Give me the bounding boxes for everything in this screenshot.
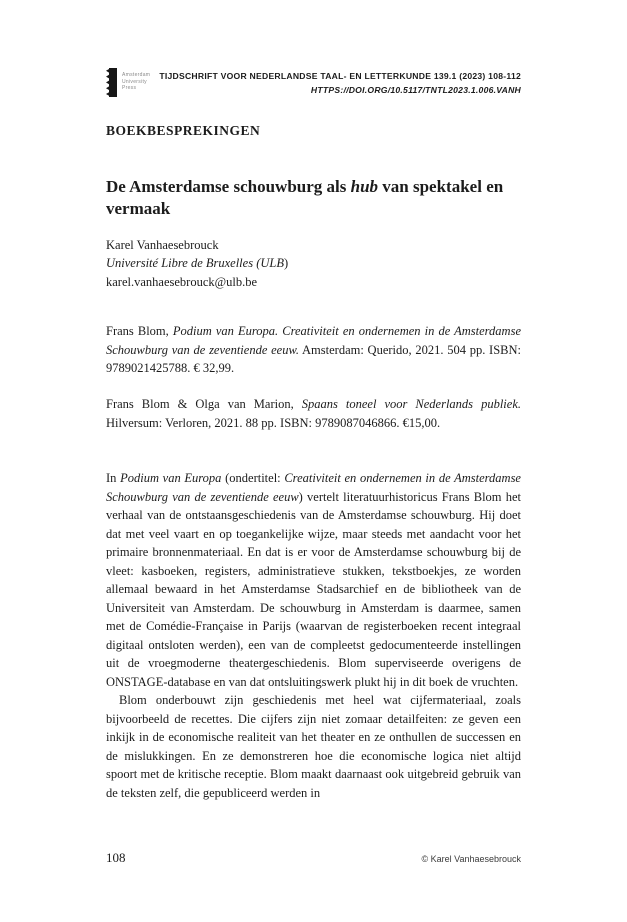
review-body — [106, 469, 521, 802]
copyright-notice: © Karel Vanhaesebrouck — [421, 854, 521, 864]
logo-word: Amsterdam — [122, 72, 151, 78]
body-paragraph: Blom onderbouwt zijn geschiedenis met heel wat cijfermateriaal, zoals bijvoorbeeld de recettes. Die cijfers zijn niet zomaar detailfeiten: ze geven een inkijk in de economische realiteit van het theater en ze onthullen de successen en de mislukkingen. En ze demonstreren hoe die economische logica niet altijd spoort met de kritische receptie. Blom maakt daarnaast ook uitgebreid gebruik van de teksten zelf, die gepubliceerd werden in — [106, 693, 521, 800]
reviewed-book-citation: Frans Blom, Podium van Europa. Creativiteit en ondernemen in de Amsterdamse Schouwburg van de zeventiende eeuw. Amsterdam: Querido, 2021. 504 pp. ISBN: 9789021425788. € 32,99. — [106, 324, 521, 376]
author-name: Karel Vanhaesebrouck — [106, 238, 219, 252]
section-heading: BOEKBESPREKINGEN — [106, 123, 261, 138]
author-email[interactable]: karel.vanhaesebrouck@ulb.be — [106, 274, 258, 289]
page-number: 108 — [106, 850, 126, 865]
journal-citation: TIJDSCHRIFT VOOR NEDERLANDSE TAAL- EN LETTERKUNDE 139.1 (2023) 108-112 — [159, 71, 521, 81]
author-block — [106, 236, 521, 291]
author-affiliation: Université Libre de Bruxelles (ULB) — [106, 256, 289, 271]
publisher-logo-text — [122, 68, 150, 92]
logo-word: Press — [122, 85, 137, 91]
page-header — [106, 68, 521, 97]
article-title: De Amsterdamse schouwburg als hub van spektakel en vermaak — [106, 177, 504, 218]
reviewed-book-citation: Frans Blom & Olga van Marion, Spaans toneel voor Nederlands publiek. Hilversum: Verloren, 2021. 88 pp. ISBN: 9789087046866. €15,00. — [106, 397, 521, 430]
publisher-logo — [106, 68, 150, 97]
reviewed-books — [106, 322, 521, 432]
journal-header-meta — [159, 70, 521, 97]
aup-logo-icon — [106, 68, 117, 97]
logo-word: University — [122, 78, 147, 85]
body-paragraph: In Podium van Europa (ondertitel: Creativiteit en ondernemen in de Amsterdamse Schouwburg van de zeventiende eeuw) vertelt literatuurhistoricus Frans Blom het verhaal van de ontstaansgeschiedenis van de Amsterdamse schouwburg. Hij doet dat met veel vaart en op toegankelijke wijze, maar steeds met aandacht voor het primaire bronnenmateriaal. En dat is er voor de Amsterdamse schouwburg bij de vleet: kasboeken, registers, administratieve stukken, tekstboekjes, ze worden allemaal bewaard in het Amsterdamse Stadsarchief en de bibliotheek van de Universiteit van Amsterdam. De schouwburg in Amsterdam is daarmee, samen met de Comédie-Française in Parijs (waarvan de registerboeken recent integraal digitaal ontsloten werden), een van de compleetst gedocumenteerde instellingen uit de vroegmoderne theatergeschiedenis. Blom superviseerde overigens de ONSTAGE-database en van dat ontsluitingswerk plukt hij in dit boek de vruchten. — [106, 471, 522, 689]
page-footer — [106, 850, 521, 866]
doi-link[interactable]: HTTPS://DOI.ORG/10.5117/TNTL2023.1.006.VANH — [310, 84, 521, 95]
